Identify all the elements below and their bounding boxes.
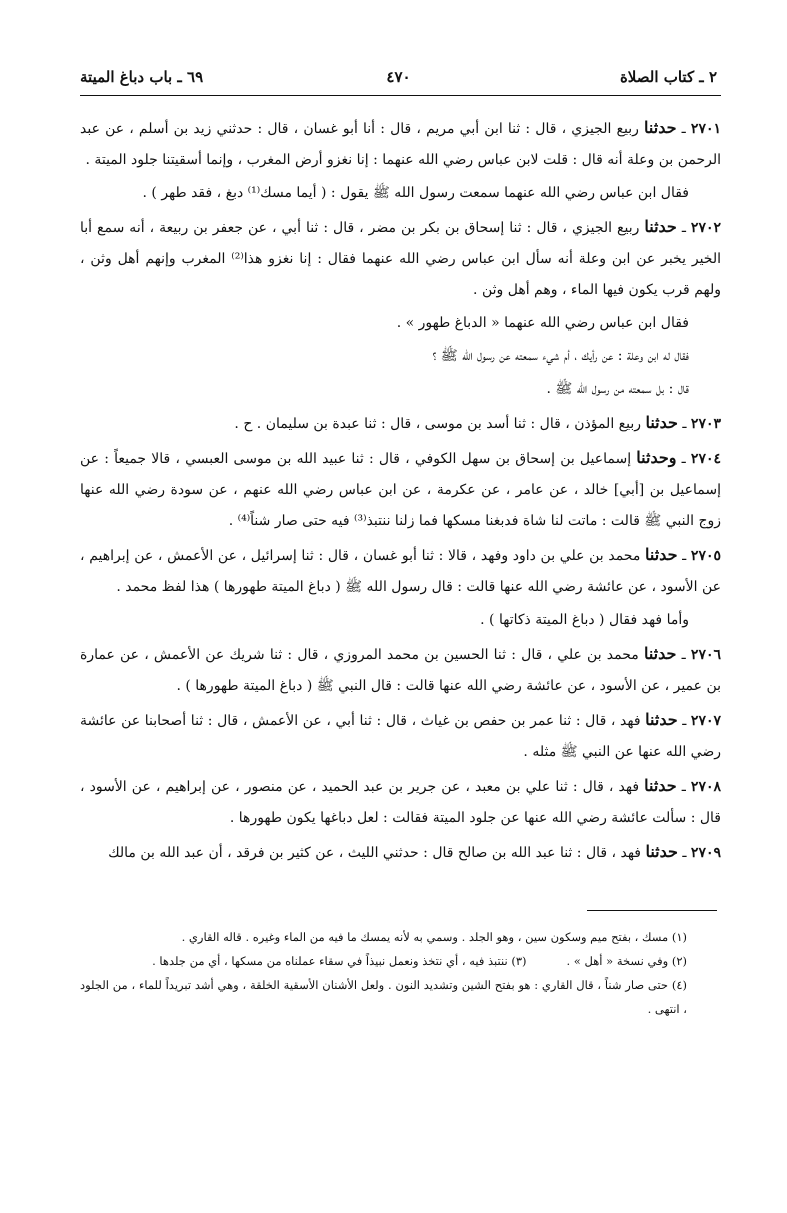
hadith-2701: ٢٧٠١ ـ حدثنا ربيع الجيزي ، قال : ثنا ابن أبي مريم ، قال : أنا أبو غسان ، قال : حدثني زيد بن أسلم ، عن عبد الرحمن بن وعلة أنه قال : قلت لابن عباس رضي الله عنهما : إنا نغزو أرض المغرب ، وإنما أسقيتنا جلود الميتة . [80, 118, 721, 168]
footnotes [80, 925, 687, 1021]
hadith-2702-continuation-3: قال : بل سمعته من رسول الله ﷺ . [546, 381, 689, 397]
hadith-2701-continuation: فقال ابن عباس رضي الله عنهما سمعت رسول الله ﷺ يقول : ( أيما مسك⁽¹⁾ دبغ ، فقد طهر ) . [142, 185, 689, 201]
hadith-2702-continuation-2: فقال له ابن وعلة : عن رأيك ، أم شيء سمعته عن رسول الله ﷺ ؟ [432, 348, 689, 364]
hadith-2703: ٢٧٠٣ ـ حدثنا ربيع المؤذن ، قال : ثنا أسد بن موسى ، قال : ثنا عبدة بن سليمان . ح . [234, 413, 721, 432]
hadith-2702: ٢٧٠٢ ـ حدثنا ربيع الجيزي ، قال : ثنا إسحاق بن بكر بن مضر ، قال : ثنا أبي ، عن جعفر بن ربيعة ، أنه سمع أبا الخير يخبر عن ابن وعلة أنه سأل ابن عباس رضي الله عنهما فقال : إنا نغزو هذا⁽²⁾ المغرب وإنهم أهل وثن ، ولهم قرب يكون فيها الماء ، وهم أهل وثن . [80, 217, 721, 298]
hadith-2706: ٢٧٠٦ ـ حدثنا محمد بن علي ، قال : ثنا الحسين بن محمد المروزي ، قال : ثنا شريك عن الأعمش ، عن عمارة بن عمير ، عن الأسود ، عن عائشة رضي الله عنها قالت : قال النبي ﷺ ( دباغ الميتة طهورها ) . [80, 644, 721, 694]
hadith-2709: ٢٧٠٩ ـ حدثنا فهد ، قال : ثنا عبد الله بن صالح قال : حدثني الليث ، عن كثير بن فرقد ، أن عبد الله بن مالك [108, 842, 721, 861]
footnote-2: (٢) وفي نسخة « أهل » . [566, 954, 687, 968]
hadith-2702-continuation-1: فقال ابن عباس رضي الله عنهما « الدباغ طهور » . [396, 315, 689, 331]
hadith-2707: ٢٧٠٧ ـ حدثنا فهد ، قال : ثنا عمر بن حفص بن غياث ، قال : ثنا أبي ، عن الأعمش ، قال : ثنا أصحابنا عن عائشة رضي الله عنها عن النبي ﷺ مثله . [80, 710, 721, 760]
hadith-2704: ٢٧٠٤ ـ وحدثنا إسماعيل بن إسحاق بن سهل الكوفي ، قال : ثنا عبيد الله بن موسى العبسي ، قالا جميعاً : عن إسماعيل بن [أبي] خالد ، عن عامر ، عن عكرمة ، عن ابن عباس رضي الله عنهم ، عن سودة رضي الله عنها زوج النبي ﷺ قالت : ماتت لنا شاة فدبغنا مسكها فما زلنا ننتبذ⁽³⁾ فيه حتى صار شناً⁽⁴⁾ . [80, 448, 721, 529]
hadith-2705-continuation: وأما فهد فقال ( دباغ الميتة ذكاتها ) . [480, 612, 689, 628]
chapter-title: ٢ ـ كتاب الصلاة [619, 68, 717, 86]
hadith-2705: ٢٧٠٥ ـ حدثنا محمد بن علي بن داود وفهد ، قالا : ثنا أبو غسان ، قال : ثنا إسرائيل ، عن الأعمش ، عن إبراهيم ، عن الأسود ، عن عائشة رضي الله عنها قالت : قال رسول الله ﷺ ( دباغ الميتة طهورها ) هذا لفظ محمد . [80, 545, 721, 595]
footnote-3: (٣) ننتبذ فيه ، أي نتخذ ونعمل نبيذاً في سقاء عملناه من مسكها ، أي من جلدها . [152, 954, 527, 968]
page-number: ٤٧٠ [386, 68, 411, 86]
footnote-4: (٤) حتى صار شناً ، قال القاري : هو بفتح الشين وتشديد النون . ولعل الأشنان الأسقية الخلقة ، وهي أشد تبريداً للماء ، من الجلود ، انتهى . [80, 978, 687, 1016]
hadith-2708: ٢٧٠٨ ـ حدثنا فهد ، قال : ثنا علي بن معبد ، عن جرير بن عبد الحميد ، عن منصور ، عن إبراهيم ، عن الأسود ، قال : سألت عائشة رضي الله عنها عن جلود الميتة فقالت : لعل دباغها يكون طهورها . [80, 776, 721, 826]
header-rule [80, 95, 721, 96]
footnote-rule [587, 910, 717, 911]
footnote-row-2-3 [80, 949, 687, 973]
section-title: ٦٩ ـ باب دباغ الميتة [80, 68, 204, 86]
footnote-1: (١) مسك ، بفتح ميم وسكون سين ، وهو الجلد . وسمي به لأنه يمسك ما فيه من الماء وغيره . قاله القاري . [181, 930, 687, 944]
page-body [80, 112, 721, 871]
page-header [80, 68, 717, 92]
